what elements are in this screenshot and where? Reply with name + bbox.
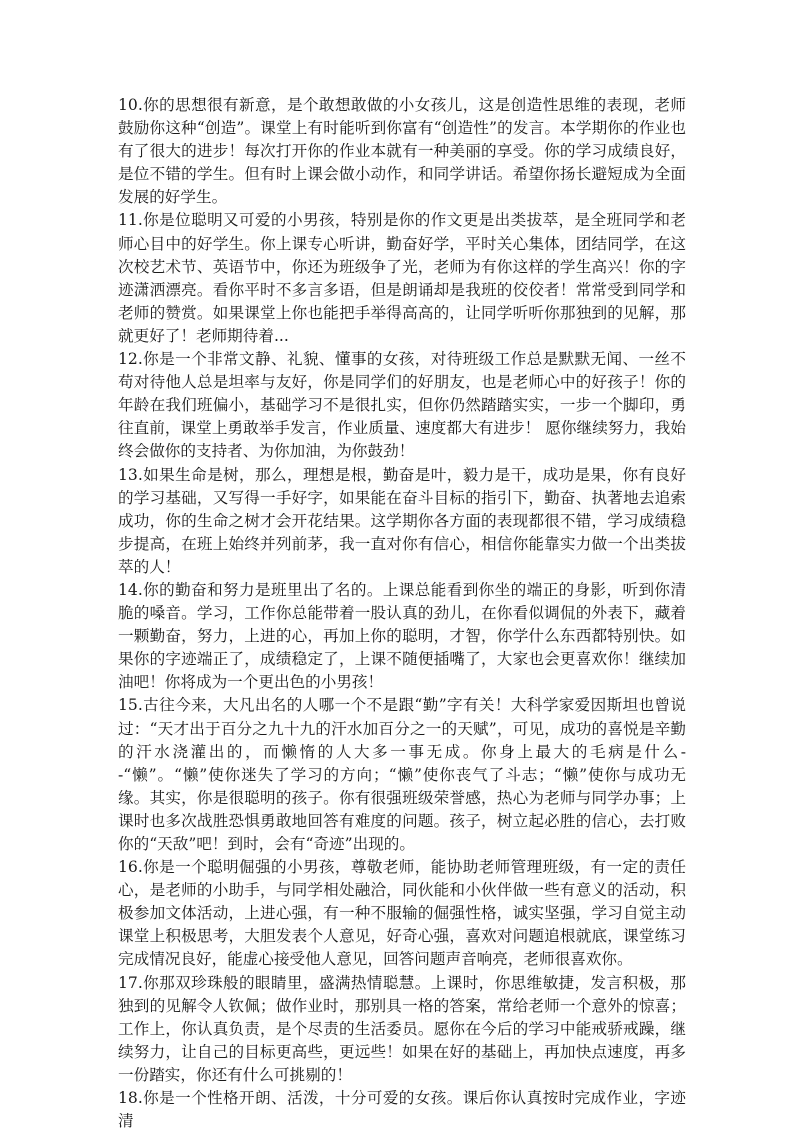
comment-paragraph-13: 13.如果生命是树，那么，理想是根，勤奋是叶，毅力是干，成功是果，你有良好的学习基础，又写得一手好字，如果能在奋斗目标的指引下，勤奋、执著地去追索成功，你的生命之树才会开花结果。这学期你各方面的表现都很不错，学习成绩稳步提高，在班上始终并列前茅，我一直对你有信心，相信你能靠实力做一个出类拔萃的人！ bbox=[118, 465, 686, 576]
comment-paragraph-18: 18.你是一个性格开朗、活泼，十分可爱的女孩。课后你认真按时完成作业，字迹清 bbox=[118, 1089, 686, 1131]
comment-paragraph-16: 16.你是一个聪明倔强的小男孩，尊敬老师，能协助老师管理班级，有一定的责任心，是老师的小助手，与同学相处融洽，同伙能和小伙伴做一些有意义的活动，积极参加文体活动，上进心强，有一种不服输的倔强性格，诚实坚强，学习自觉主动课堂上积极思考，大胆发表个人意见，好奇心强，喜欢对问题追根就底，课堂练习完成情况良好，能虚心接受他人意见，回答问题声音响亮，老师很喜欢你。 bbox=[118, 858, 686, 969]
comment-paragraph-10: 10.你的思想很有新意，是个敢想敢做的小女孩儿，这是创造性思维的表现，老师鼓励你这种“创造”。课堂上有时能听到你富有“创造性”的发言。本学期你的作业也有了很大的进步！每次打开你的作业本就有一种美丽的享受。你的学习成绩良好，是位不错的学生。但有时上课会做小动作，和同学讲话。希望你扬长避短成为全面发展的好学生。 bbox=[118, 96, 686, 207]
comment-paragraph-11: 11.你是位聪明又可爱的小男孩，特别是你的作文更是出类拔萃，是全班同学和老师心目中的好学生。你上课专心听讲，勤奋好学，平时关心集体，团结同学，在这次校艺术节、英语节中，你还为班级争了光，老师为有你这样的学生高兴！你的字迹潇洒漂亮。看你平时不多言多语，但是朗诵却是我班的佼佼者！常常受到同学和老师的赞赏。如果课堂上你也能把手举得高高的，让同学听听你那独到的见解，那就更好了！老师期待着... bbox=[118, 211, 686, 345]
comment-paragraph-14: 14.你的勤奋和努力是班里出了名的。上课总能看到你坐的端正的身影，听到你清脆的嗓音。学习，工作你总能带着一股认真的劲儿，在你看似调侃的外表下，藏着一颗勤奋，努力，上进的心，再加上你的聪明，才智，你学什么东西都特别快。如果你的字迹端正了，成绩稳定了，上课不随便插嘴了，大家也会更喜欢你！继续加油吧！你将成为一个更出色的小男孩！ bbox=[118, 580, 686, 692]
comment-paragraph-15: 15.古往今来，大凡出名的人哪一个不是跟“勤”字有关！大科学家爱因斯坦也曾说过：“天才出于百分之九十九的汗水加百分之一的天赋”，可见，成功的喜悦是辛勤的汗水浇灌出的，而懒惰的人大多一事无成。你身上最大的毛病是什么--“懒”。“懒”使你迷失了学习的方向；“懒”使你丧气了斗志；“懒”使你与成功无缘。其实，你是很聪明的孩子。你有很强班级荣誉感，热心为老师与同学办事；上课时也多次战胜恐惧勇敢地回答有难度的问题。孩子，树立起必胜的信心，去打败你的“天敌”吧！到时，会有“奇迹”出现的。 bbox=[118, 696, 686, 853]
comment-paragraph-17: 17.你那双珍珠般的眼睛里，盛满热情聪慧。上课时，你思维敏捷，发言积极，那独到的见解令人钦佩；做作业时，那别具一格的答案，常给老师一个意外的惊喜；工作上，你认真负责，是个尽责的生活委员。愿你在今后的学习中能戒骄戒躁，继续努力，让自己的目标更高些，更远些！如果在好的基础上，再加快点速度，再多一份踏实，你还有什么可挑剔的！ bbox=[118, 973, 686, 1084]
comment-paragraph-12: 12.你是一个非常文静、礼貌、懂事的女孩，对待班级工作总是默默无闻、一丝不苟对待他人总是坦率与友好，你是同学们的好朋友，也是老师心中的好孩子！你的年龄在我们班偏小，基础学习不是很扎实，但你仍然踏踏实实，一步一个脚印，勇往直前，课堂上勇敢举手发言，作业质量、速度都大有进步！ 愿你继续努力，我始终会做你的支持者、为你加油，为你鼓劲！ bbox=[118, 350, 686, 461]
document-body bbox=[118, 94, 686, 1133]
